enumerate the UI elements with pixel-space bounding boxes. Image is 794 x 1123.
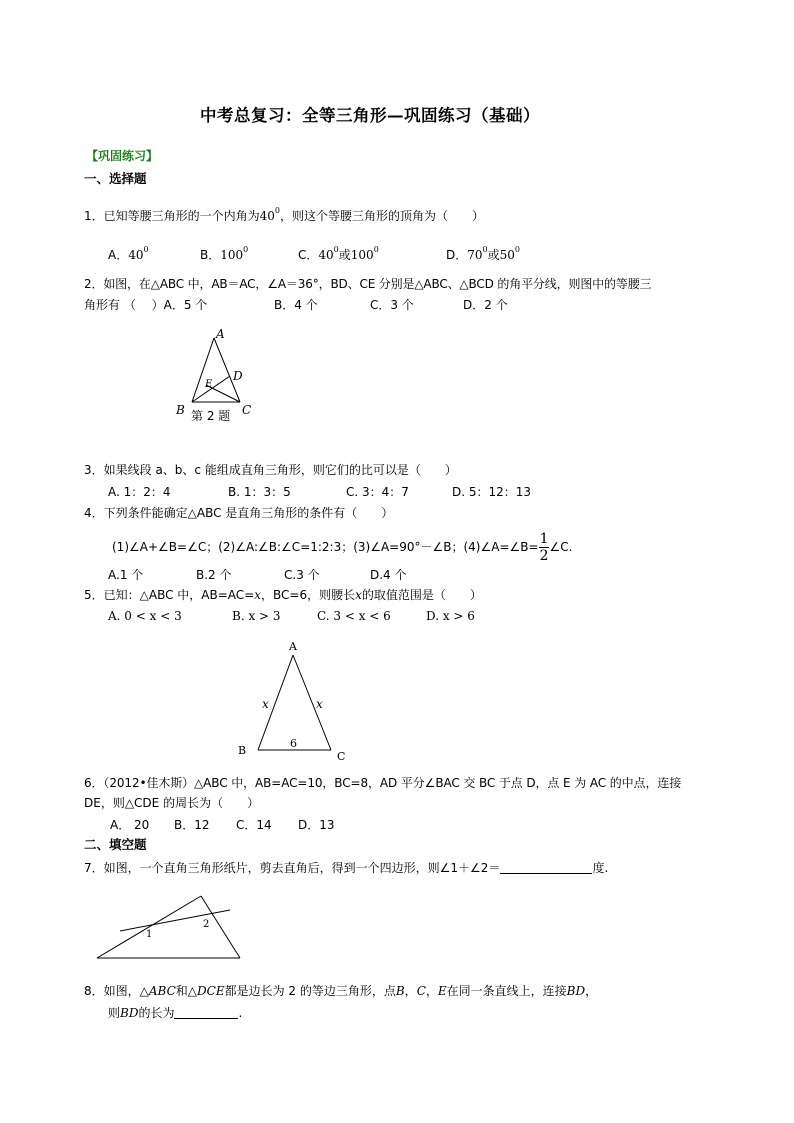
q3-option-b: B. 1：3：5 — [228, 485, 291, 499]
question-6-stem-line2: DE，则△CDE 的周长为（ ） — [84, 796, 260, 810]
question-2-stem: 2．如图，在△ABC 中，AB＝AC，∠A＝36°，BD、CE 分别是△ABC、△BCD 的角平分线，则图中的等腰三 — [84, 277, 652, 291]
q2-option-b: B．4 个 — [274, 298, 318, 312]
q5-label-a: A — [289, 640, 297, 653]
q3-option-a: A. 1：2：4 — [108, 485, 171, 499]
section-tag: 【巩固练习】 — [86, 149, 159, 163]
question-5-stem: 5．已知：△ABC 中，AB=AC=x，BC=6，则腰长x的取值范围是（ ） — [84, 588, 482, 602]
q4-option-d: D.4 个 — [370, 568, 407, 582]
section-heading-fill: 二、填空题 — [84, 837, 147, 852]
page-title: 中考总复习：全等三角形—巩固练习（基础） — [200, 106, 540, 125]
q4-option-c: C.3 个 — [284, 568, 320, 582]
q2-label-e: E — [205, 379, 213, 390]
q5-label-left-x: x — [262, 697, 269, 711]
q4-option-b: B.2 个 — [196, 568, 232, 582]
q6-option-d: D．13 — [298, 818, 335, 832]
q6-option-b: B．12 — [174, 818, 210, 832]
q7-label-2: 2 — [203, 919, 210, 930]
q5-option-b: B. x > 3 — [232, 609, 281, 623]
q7-label-1: 1 — [146, 929, 153, 940]
q3-option-d: D. 5：12：13 — [452, 485, 532, 499]
q5-label-b: B — [238, 744, 247, 757]
q2-label-a: A — [216, 327, 225, 341]
q5-label-c: C — [337, 750, 346, 763]
question-2-stem-line2: 角形有 （ ）A．5 个 — [84, 298, 208, 312]
q5-label-base: 6 — [290, 737, 297, 750]
q1-option-a: A．$40^0$ — [108, 245, 149, 262]
question-6-stem: 6．（2012•佳木斯）△ABC 中，AB=AC=10，BC=8，AD 平分∠BAC 交 BC 于点 D，点 E 为 AC 的中点，连接 — [84, 776, 682, 790]
q2-label-c: C — [242, 403, 252, 417]
q4-conditions: (1)∠A+∠B=∠C；(2)∠A:∠B:∠C=1:2:3；(3)∠A=90°－∠B；(4)∠A=∠B= $\frac{1}{2}$ ∠C. — [112, 531, 573, 564]
question-8-stem-line2: 则BD的长为 . — [108, 1006, 243, 1020]
question-7-stem: 7．如图，一个直角三角形纸片，剪去直角后，得到一个四边形，则∠1＋∠2＝ 度. — [84, 861, 609, 875]
q6-option-a: A． 20 — [110, 818, 150, 832]
q5-option-a: A. 0 < x < 3 — [108, 609, 182, 623]
q5-option-c: C. 3 < x < 6 — [317, 609, 391, 623]
q6-option-c: C．14 — [236, 818, 272, 832]
q2-option-c: C．3 个 — [370, 298, 414, 312]
section-heading-choice: 一、选择题 — [84, 171, 147, 186]
q1-option-d: D．$70^0$或$50^0$ — [446, 245, 521, 262]
q2-option-d: D．2 个 — [463, 298, 508, 312]
q1-angle: $40^0$ — [259, 206, 281, 223]
q1-prefix: 1．已知等腰三角形的一个内角为 — [84, 209, 260, 223]
q3-option-c: C. 3：4：7 — [346, 485, 409, 499]
q2-label-d: D — [233, 369, 243, 383]
q4-option-a: A.1 个 — [108, 568, 144, 582]
q5-option-d: D. x > 6 — [426, 609, 475, 623]
q1-option-b: B．$100^0$ — [200, 245, 249, 262]
q5-label-right-x: x — [316, 697, 323, 711]
q2-label-b: B — [176, 403, 185, 417]
q8-answer-blank[interactable] — [174, 1006, 238, 1019]
q1-suffix: ，则这个等腰三角形的顶角为（ ） — [280, 209, 485, 223]
q1-option-c: C．$40^0$或$100^0$ — [298, 245, 379, 262]
q2-figure-caption: 第 2 题 — [191, 409, 231, 423]
question-8-stem: 8．如图，△ABC和△DCE都是边长为 2 的等边三角形，点B，C，E在同一条直线上，连接BD， — [84, 984, 598, 998]
q4-fraction: $\frac{1}{2}$ — [539, 531, 549, 564]
question-3-stem: 3．如果线段 a、b、c 能组成直角三角形，则它们的比可以是（ ） — [84, 463, 457, 477]
question-4-stem: 4．下列条件能确定△ABC 是直角三角形的条件有（ ） — [84, 506, 394, 520]
